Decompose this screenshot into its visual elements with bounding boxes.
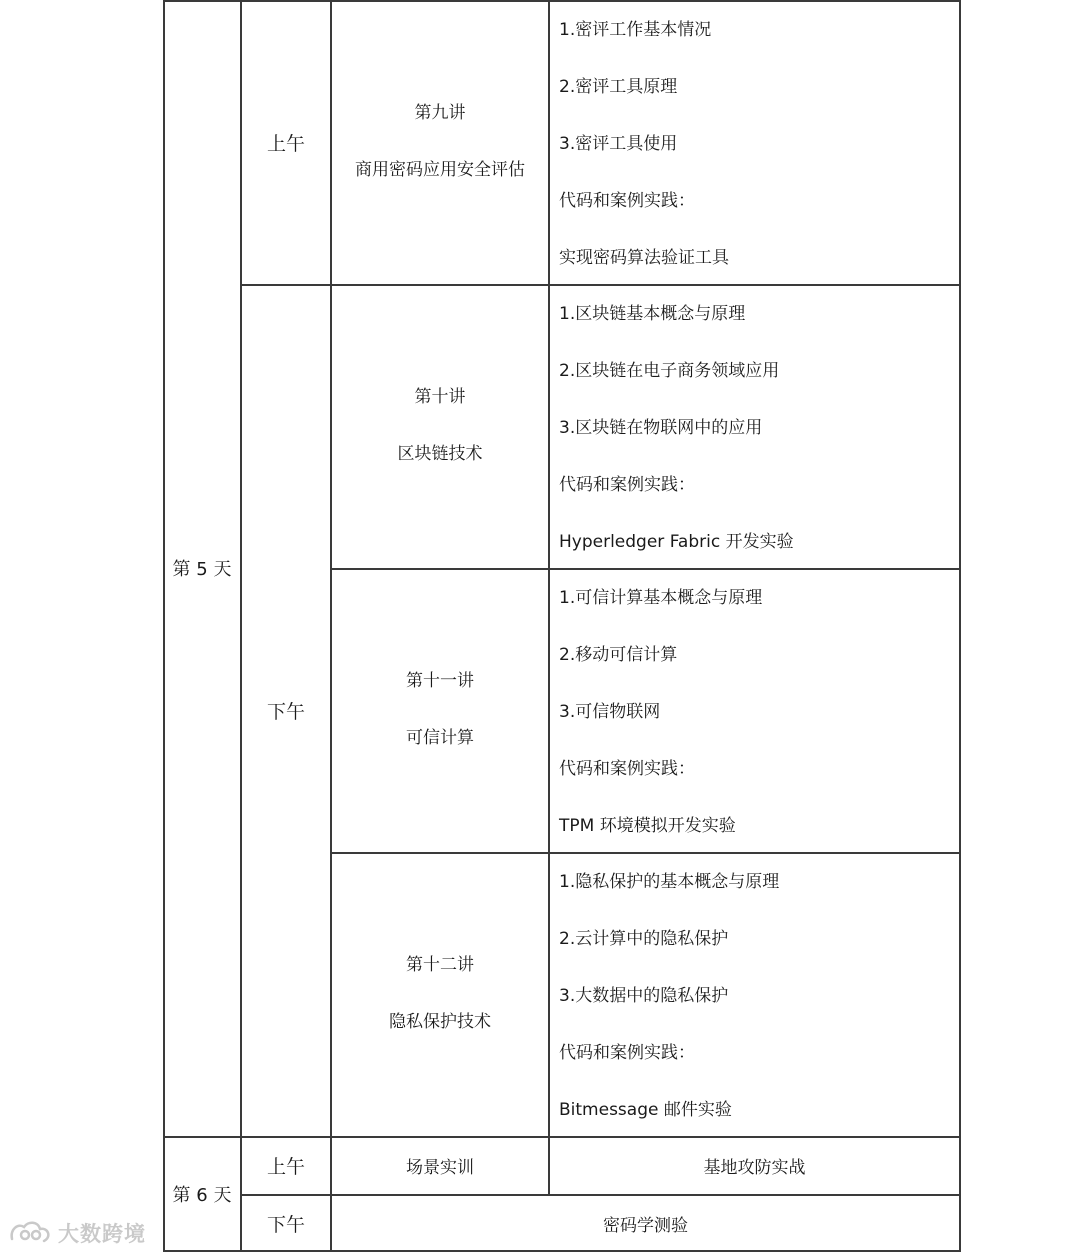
period-label: 上午 — [266, 132, 305, 155]
lecture-content — [559, 286, 794, 571]
lecture-cell — [331, 284, 549, 568]
content-item: 3.区块链在物联网中的应用 — [559, 418, 763, 438]
topic-cell: 场景实训 — [406, 1157, 474, 1178]
content-item: Bitmessage 邮件实验 — [559, 1100, 732, 1120]
day-label: 第 5 天 — [172, 559, 232, 580]
period-label: 下午 — [266, 700, 305, 723]
content-item: 代码和案例实践： — [559, 475, 695, 495]
period-label: 下午 — [266, 1213, 305, 1236]
logo-icon — [8, 1219, 52, 1247]
lecture-cell — [331, 0, 549, 284]
lecture-number: 第九讲 — [414, 103, 466, 123]
content-item: 3.可信物联网 — [559, 702, 661, 722]
lecture-number: 第十二讲 — [406, 955, 474, 975]
content-item: 2.区块链在电子商务领域应用 — [559, 361, 780, 381]
lecture-number: 第十一讲 — [406, 671, 474, 691]
period-label: 上午 — [266, 1155, 305, 1178]
content-item: 1.可信计算基本概念与原理 — [559, 588, 763, 608]
topic-cell: 密码学测验 — [603, 1215, 688, 1236]
lecture-number: 第十讲 — [414, 387, 466, 407]
lecture-content — [559, 570, 762, 855]
lecture-cell — [331, 568, 549, 852]
content-item: 实现密码算法验证工具 — [559, 248, 729, 268]
lecture-content — [559, 854, 779, 1139]
lecture-cell — [331, 852, 549, 1136]
content-item: 代码和案例实践： — [559, 759, 695, 779]
content-item: 2.密评工具原理 — [559, 77, 678, 97]
content-item: 2.移动可信计算 — [559, 645, 678, 665]
content-item: Hyperledger Fabric 开发实验 — [559, 532, 794, 552]
watermark-text: 大数跨境 — [58, 1222, 146, 1246]
detail-cell: 基地攻防实战 — [703, 1157, 806, 1178]
table-border-right — [959, 0, 961, 1252]
content-item: 1.密评工作基本情况 — [559, 20, 712, 40]
lecture-title: 区块链技术 — [397, 444, 483, 464]
content-item: 1.隐私保护的基本概念与原理 — [559, 872, 780, 892]
content-item: 2.云计算中的隐私保护 — [559, 929, 729, 949]
watermark — [8, 1218, 146, 1248]
content-item: 1.区块链基本概念与原理 — [559, 304, 746, 324]
content-item: 3.大数据中的隐私保护 — [559, 986, 729, 1006]
content-item: TPM 环境模拟开发实验 — [559, 816, 736, 836]
lecture-title: 可信计算 — [406, 728, 474, 748]
lecture-content — [559, 2, 729, 287]
lecture-title: 商用密码应用安全评估 — [355, 160, 525, 180]
content-item: 代码和案例实践： — [559, 191, 695, 211]
content-item: 3.密评工具使用 — [559, 134, 678, 154]
day-label: 第 6 天 — [172, 1185, 232, 1206]
lecture-title: 隐私保护技术 — [389, 1012, 491, 1032]
schedule-table — [163, 0, 961, 1252]
content-item: 代码和案例实践： — [559, 1043, 695, 1063]
